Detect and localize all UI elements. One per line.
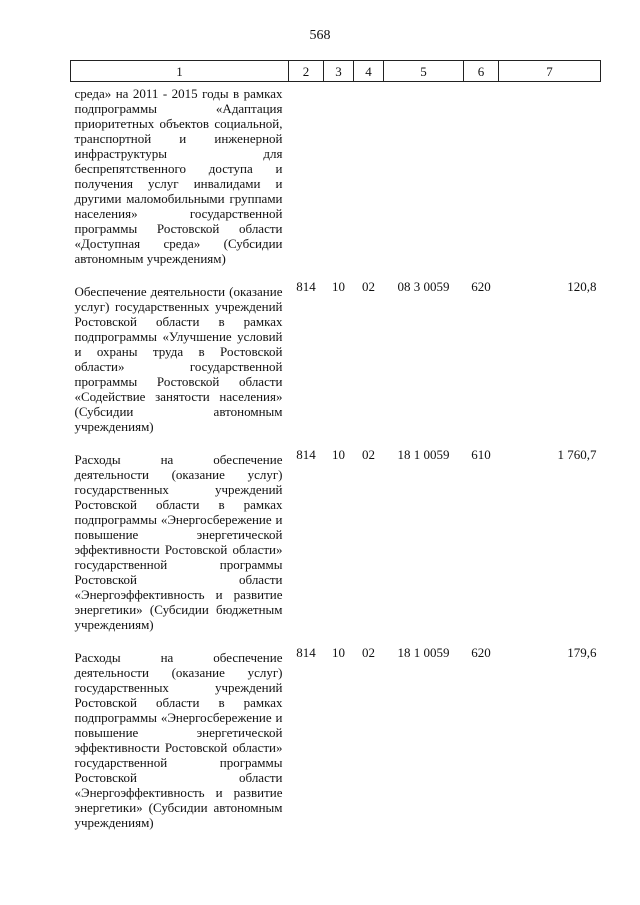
page-number: 568 bbox=[309, 28, 331, 43]
table-row bbox=[71, 644, 601, 842]
expense-type-code: 610 bbox=[471, 447, 491, 462]
target-article-code: 18 1 0059 bbox=[397, 645, 450, 660]
ministry-code: 814 bbox=[296, 279, 316, 294]
target-article-code bbox=[384, 82, 464, 279]
table-row bbox=[71, 278, 601, 446]
expense-type-code: 620 bbox=[471, 645, 491, 660]
section-code bbox=[324, 82, 354, 279]
row-description: Расходы на обеспечение деятельности (оказание услуг) государственных учреждений Ростовской области в рамках подпрограммы «Энергосбережение и повышение энергетической эффективности Ростовской области» государственной программы Ростовской области «Энергоэффективность и развитие энергетики» (Субсидии автономным учреждениям) bbox=[74, 650, 283, 830]
column-header-7: 7 bbox=[499, 61, 601, 82]
ministry-code: 814 bbox=[296, 447, 316, 462]
section-code: 10 bbox=[332, 279, 345, 294]
section-code: 10 bbox=[332, 447, 345, 462]
table-header bbox=[71, 61, 601, 82]
budget-table bbox=[70, 60, 601, 842]
row-description: Обеспечение деятельности (оказание услуг) государственных учреждений Ростовской области в рамках подпрограммы «Улучшение условий и охраны труда в Ростовской области» государственной программы Ростовской области «Содействие занятости населения» (Субсидии автономным учреждениям) bbox=[74, 284, 283, 434]
ministry-code bbox=[289, 82, 324, 279]
header-row bbox=[71, 61, 601, 82]
amount: 1 760,7 bbox=[557, 447, 597, 462]
target-article-code: 18 1 0059 bbox=[397, 447, 450, 462]
column-header-5: 5 bbox=[384, 61, 464, 82]
amount: 120,8 bbox=[567, 279, 597, 294]
subsection-code: 02 bbox=[362, 645, 375, 660]
subsection-code bbox=[354, 82, 384, 279]
target-article-code: 08 3 0059 bbox=[397, 279, 450, 294]
column-header-3: 3 bbox=[324, 61, 354, 82]
column-header-6: 6 bbox=[464, 61, 499, 82]
row-description: среда» на 2011 - 2015 годы в рамках подпрограммы «Адаптация приоритетных объектов социальной, транспортной и инженерной инфраструктуры для беспрепятственного доступа и получения услуг инвалидами и другими маломобильными группами населения» государственной программы Ростовской области «Доступная среда» (Субсидии автономным учреждениям) bbox=[74, 86, 283, 266]
column-header-2: 2 bbox=[289, 61, 324, 82]
ministry-code: 814 bbox=[296, 645, 316, 660]
column-header-4: 4 bbox=[354, 61, 384, 82]
section-code: 10 bbox=[332, 645, 345, 660]
column-header-1: 1 bbox=[71, 61, 289, 82]
subsection-code: 02 bbox=[362, 447, 375, 462]
expense-type-code bbox=[464, 82, 499, 279]
subsection-code: 02 bbox=[362, 279, 375, 294]
amount: 179,6 bbox=[567, 645, 597, 660]
table-row bbox=[71, 446, 601, 644]
amount bbox=[499, 82, 601, 279]
expense-type-code: 620 bbox=[471, 279, 491, 294]
table-row bbox=[71, 82, 601, 279]
row-description: Расходы на обеспечение деятельности (оказание услуг) государственных учреждений Ростовской области в рамках подпрограммы «Энергосбережение и повышение энергетической эффективности Ростовской области» государственной программы Ростовской области «Энергоэффективность и развитие энергетики» (Субсидии бюджетным учреждениям) bbox=[74, 452, 283, 632]
